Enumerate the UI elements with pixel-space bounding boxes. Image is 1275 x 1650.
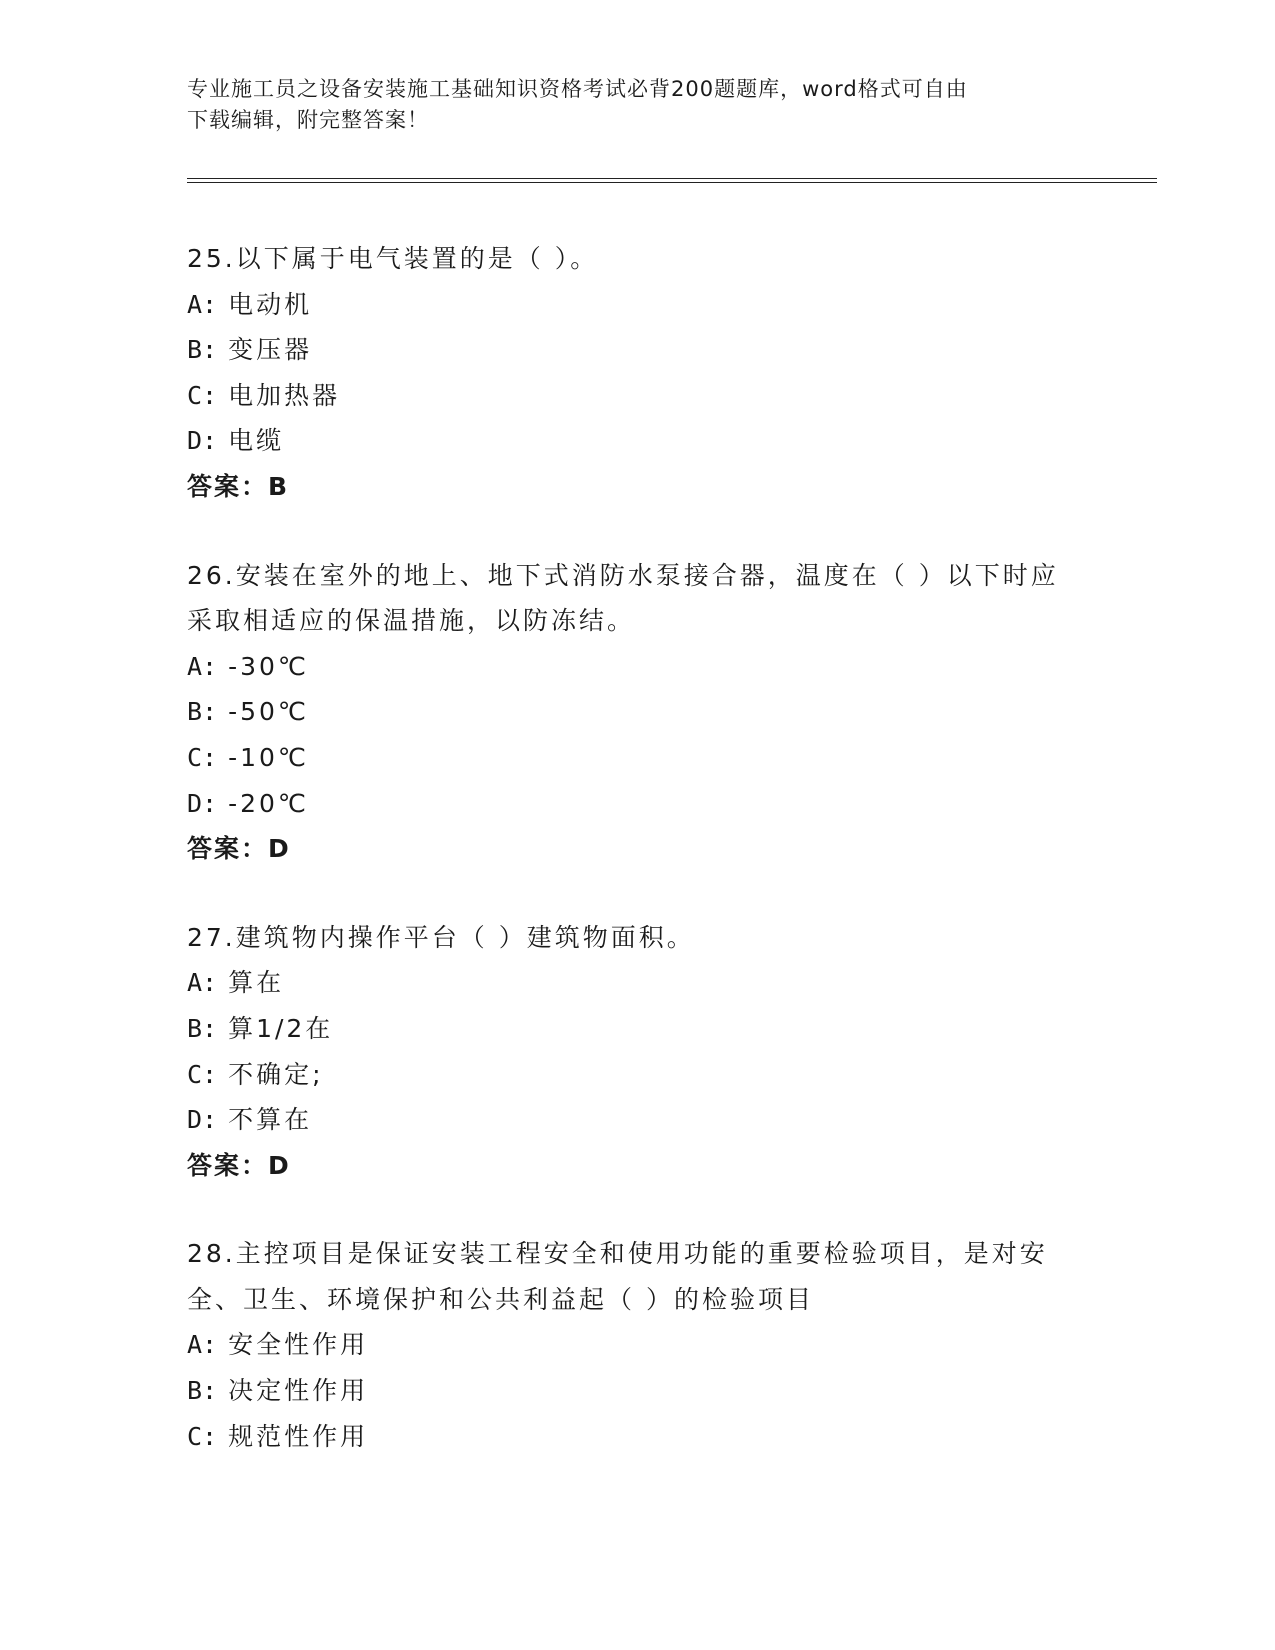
question-block — [187, 1231, 1087, 1459]
option-text: 不确定; — [228, 1059, 324, 1089]
option-text: 算在 — [228, 968, 285, 998]
option-text: 电动机 — [228, 289, 313, 319]
answer-option — [187, 373, 1087, 419]
option-text: 电缆 — [228, 426, 285, 456]
answer-option — [187, 1414, 1087, 1460]
option-label: A: — [187, 1330, 218, 1360]
answer-key: 答案：D — [187, 834, 291, 864]
option-label: D: — [187, 1105, 218, 1135]
header-title-line-2: 下载编辑，附完整答案！ — [187, 108, 429, 132]
option-text: 变压器 — [228, 335, 313, 365]
answer-option — [187, 418, 1087, 464]
option-label: D: — [187, 426, 218, 456]
question-stem: 27.建筑物内操作平台（ ）建筑物面积。 — [187, 922, 695, 952]
question-stem: 25.以下属于电气装置的是（ ）。 — [187, 244, 599, 273]
question-list — [187, 236, 1087, 1502]
option-label: B: — [187, 335, 218, 365]
option-text: -30℃ — [228, 651, 309, 681]
question-block — [187, 236, 1087, 510]
answer-option — [187, 781, 1087, 827]
answer-key: 答案：B — [187, 471, 290, 501]
document-page — [187, 0, 1157, 1650]
header-divider — [187, 178, 1157, 183]
answer-option — [187, 282, 1087, 328]
option-text: 规范性作用 — [228, 1421, 369, 1451]
answer-option — [187, 327, 1087, 373]
option-label: B: — [187, 697, 218, 727]
option-text: 不算在 — [228, 1105, 313, 1135]
answer-option — [187, 644, 1087, 690]
option-text: -50℃ — [228, 697, 309, 727]
option-text: -20℃ — [228, 788, 309, 818]
option-text: 安全性作用 — [228, 1330, 369, 1360]
answer-option — [187, 1052, 1087, 1098]
option-label: A: — [187, 968, 218, 998]
option-label: A: — [187, 651, 218, 681]
option-text: 决定性作用 — [228, 1376, 369, 1406]
question-stem: 26.安装在室外的地上、地下式消防水泵接合器，温度在（ ）以下时应采取相适应的保温措施，以防冻结。 — [187, 560, 1059, 636]
option-label: B: — [187, 1376, 218, 1406]
question-block — [187, 915, 1087, 1189]
option-label: A: — [187, 289, 218, 319]
option-label: D: — [187, 788, 218, 818]
option-text: 算1/2在 — [228, 1013, 334, 1043]
answer-option — [187, 960, 1087, 1006]
question-block — [187, 553, 1087, 872]
option-text: -10℃ — [228, 742, 309, 772]
option-label: C: — [187, 1421, 218, 1451]
answer-option — [187, 735, 1087, 781]
answer-key: 答案：D — [187, 1150, 291, 1180]
option-label: B: — [187, 1013, 218, 1043]
document-header — [187, 74, 1047, 136]
answer-option — [187, 1368, 1087, 1414]
option-label: C: — [187, 1059, 218, 1089]
option-text: 电加热器 — [228, 380, 341, 410]
header-title-line-1: 专业施工员之设备安装施工基础知识资格考试必背200题题库，word格式可自由 — [187, 77, 968, 101]
option-label: C: — [187, 380, 218, 410]
answer-option — [187, 1322, 1087, 1368]
answer-option — [187, 1097, 1087, 1143]
question-stem: 28.主控项目是保证安装工程安全和使用功能的重要检验项目，是对安全、卫生、环境保护和公共利益起（ ）的检验项目 — [187, 1239, 1048, 1314]
answer-option — [187, 1006, 1087, 1052]
option-label: C: — [187, 742, 218, 772]
answer-option — [187, 689, 1087, 735]
